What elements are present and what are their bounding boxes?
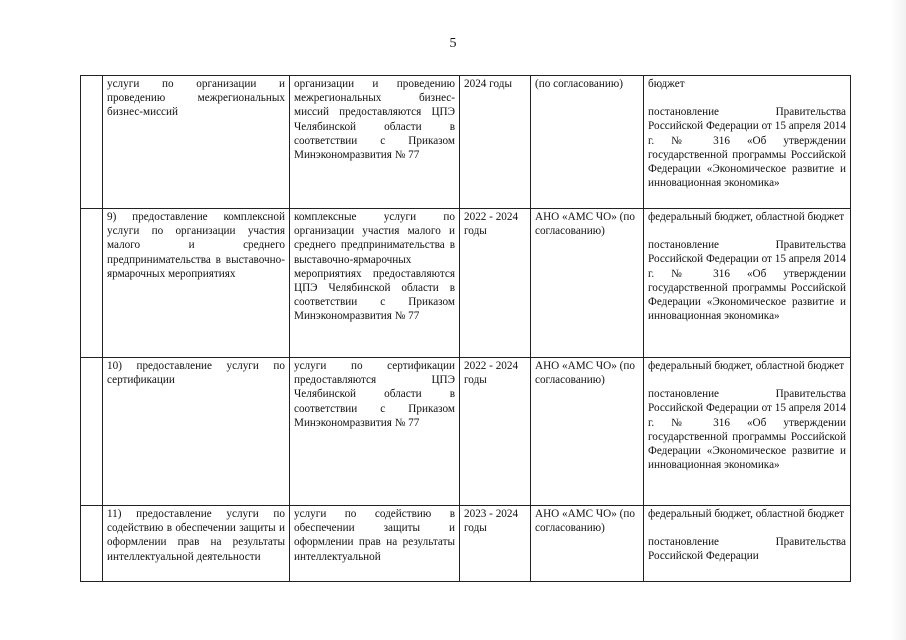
service-cell: услуги по организации и проведению межрегиональных бизнес-миссий (103, 76, 290, 209)
funding-source: федеральный бюджет, областной бюджет (648, 508, 845, 520)
table-row (81, 358, 851, 506)
index-cell (81, 76, 103, 209)
table-row (81, 76, 851, 209)
source-cell (644, 506, 851, 582)
service-cell: 10) предоставление услуги по сертификации (103, 358, 290, 506)
measures-table (80, 75, 851, 582)
service-cell: 11) предоставление услуги по содействию в обеспечении защиты и оформлении прав на результаты интеллектуальной деятельности (103, 506, 290, 582)
description-cell: услуги по содействию в обеспечении защиты и оформлении прав на результаты интеллектуальной (290, 506, 460, 582)
source-cell (644, 209, 851, 358)
legal-basis: постановление Правительства Российской Федерации (648, 536, 846, 563)
index-cell (81, 209, 103, 358)
funding-source: федеральный бюджет, областной бюджет (648, 211, 845, 223)
period-cell: 2022 - 2024 годы (460, 358, 531, 506)
executor-cell: АНО «АМС ЧО» (по согласованию) (531, 506, 644, 582)
legal-basis: постановление Правительства Российской Федерации от 15 апреля 2014 г. № 316 «Об утверждении государственной программы Российской Федерации «Экономическое развитие и инновационная экономика» (648, 106, 846, 190)
description-cell: услуги по сертификации предоставляются ЦПЭ Челябинской области в соответствии с Приказом Минэкономразвития № 77 (290, 358, 460, 506)
legal-basis: постановление Правительства Российской Федерации от 15 апреля 2014 г. № 316 «Об утверждении государственной программы Российской Федерации «Экономическое развитие и инновационная экономика» (648, 239, 846, 323)
executor-cell: АНО «АМС ЧО» (по согласованию) (531, 358, 644, 506)
index-cell (81, 358, 103, 506)
period-cell: 2024 годы (460, 76, 531, 209)
service-cell: 9) предоставление комплексной услуги по организации участия малого и среднего предпринимательства в выставочно-ярмарочных мероприятиях (103, 209, 290, 358)
table-row (81, 506, 851, 582)
table-row (81, 209, 851, 358)
period-cell: 2023 - 2024 годы (460, 506, 531, 582)
executor-cell: (по согласованию) (531, 76, 644, 209)
source-cell (644, 358, 851, 506)
period-cell: 2022 - 2024 годы (460, 209, 531, 358)
description-cell: комплексные услуги по организации участия малого и среднего предпринимательства в выставочно-ярмарочных мероприятиях предоставляются ЦПЭ Челябинской области в соответствии с Приказом Минэкономразвития № 77 (290, 209, 460, 358)
funding-source: бюджет (648, 78, 685, 90)
index-cell (81, 506, 103, 582)
page-number: 5 (449, 36, 457, 51)
funding-source: федеральный бюджет, областной бюджет (648, 360, 845, 372)
description-cell: организации и проведению межрегиональных бизнес-миссий предоставляются ЦПЭ Челябинской области в соответствии с Приказом Минэкономразвития № 77 (290, 76, 460, 209)
executor-cell: АНО «АМС ЧО» (по согласованию) (531, 209, 644, 358)
legal-basis: постановление Правительства Российской Федерации от 15 апреля 2014 г. № 316 «Об утверждении государственной программы Российской Федерации «Экономическое развитие и инновационная экономика» (648, 388, 846, 472)
source-cell (644, 76, 851, 209)
page-edge-shadow (890, 0, 906, 640)
